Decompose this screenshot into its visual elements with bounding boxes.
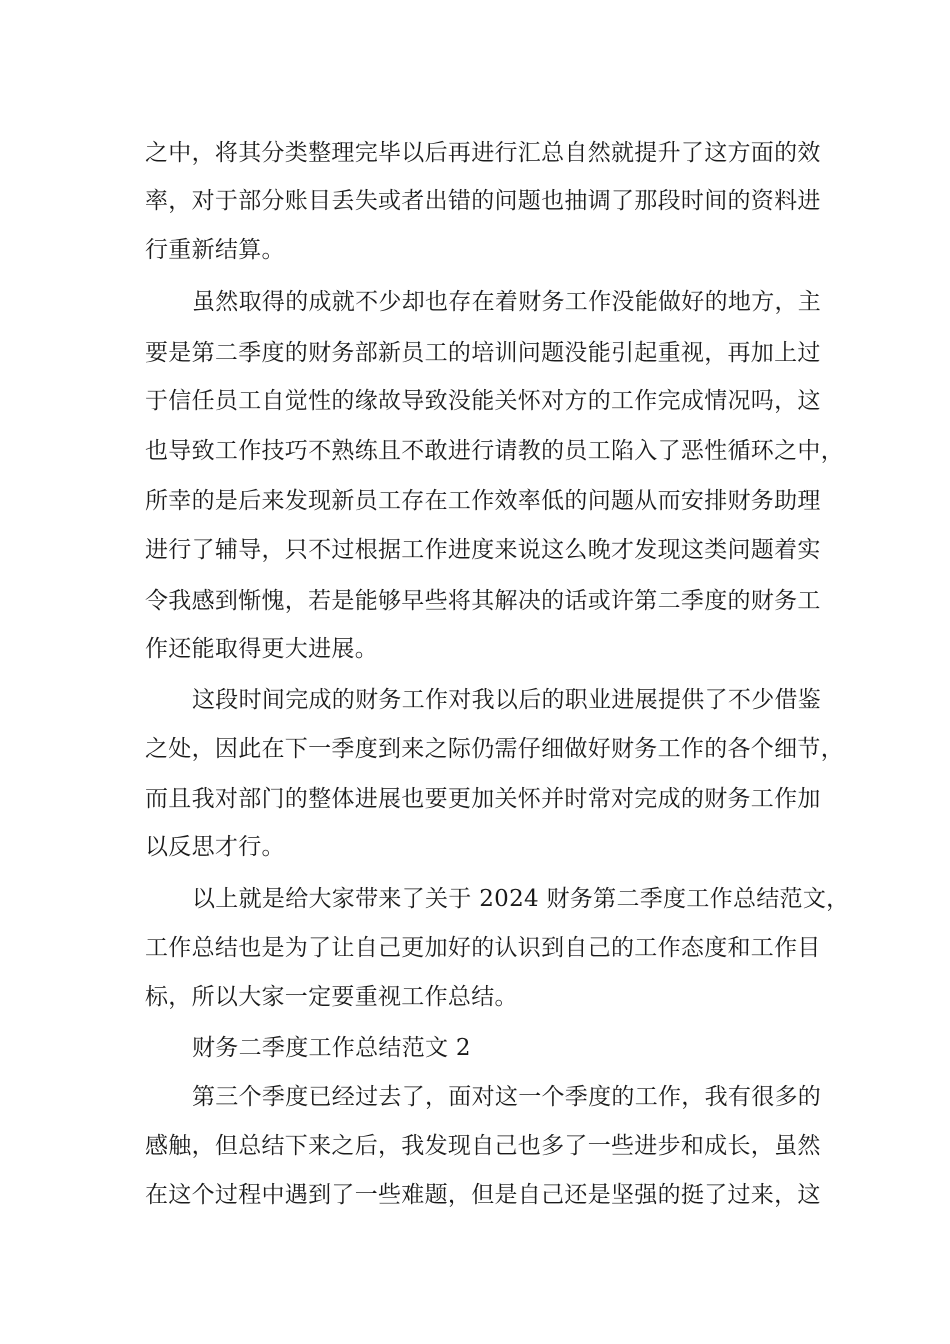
paragraph-start-line: 这段时间完成的财务工作对我以后的职业进展提供了不少借鉴 xyxy=(192,687,822,713)
section-heading: 财务二季度工作总结范文 2 xyxy=(192,1035,471,1061)
text-line: 之中，将其分类整理完毕以后再进行汇总自然就提升了这方面的效 xyxy=(145,140,821,166)
paragraph-start-line: 第三个季度已经过去了，面对这一个季度的工作，我有很多的 xyxy=(192,1084,822,1110)
paragraph-start-line: 虽然取得的成就不少却也存在着财务工作没能做好的地方，主 xyxy=(192,289,822,315)
text-line: 进行了辅导，只不过根据工作进度来说这么晚才发现这类问题着实 xyxy=(145,537,821,563)
text-line: 所幸的是后来发现新员工存在工作效率低的问题从而安排财务助理 xyxy=(145,488,821,514)
text-line: 以反思才行。 xyxy=(145,834,285,860)
text-line: 而且我对部门的整体进展也要更加关怀并时常对完成的财务工作加 xyxy=(145,786,821,812)
text-line: 令我感到惭愧，若是能够早些将其解决的话或许第二季度的财务工 xyxy=(145,588,821,614)
text-line: 之处，因此在下一季度到来之际仍需仔细做好财务工作的各个细节， xyxy=(145,736,844,762)
text-line: 标，所以大家一定要重视工作总结。 xyxy=(145,984,518,1010)
text-line: 于信任员工自觉性的缘故导致没能关怀对方的工作完成情况吗，这 xyxy=(145,388,821,414)
text-line: 要是第二季度的财务部新员工的培训问题没能引起重视，再加上过 xyxy=(145,340,821,366)
text-line: 作还能取得更大进展。 xyxy=(145,636,378,662)
text-line: 在这个过程中遇到了一些难题，但是自己还是坚强的挺了过来，这 xyxy=(145,1182,821,1208)
paragraph-start-line: 以上就是给大家带来了关于 2024 财务第二季度工作总结范文， xyxy=(192,886,850,912)
text-line: 行重新结算。 xyxy=(145,237,285,263)
text-line: 感触，但总结下来之后，我发现自己也多了一些进步和成长，虽然 xyxy=(145,1133,821,1159)
text-line: 也导致工作技巧不熟练且不敢进行请教的员工陷入了恶性循环之中， xyxy=(145,438,844,464)
text-line: 工作总结也是为了让自己更加好的认识到自己的工作态度和工作目 xyxy=(145,935,821,961)
text-line: 率，对于部分账目丢失或者出错的问题也抽调了那段时间的资料进 xyxy=(145,188,821,214)
